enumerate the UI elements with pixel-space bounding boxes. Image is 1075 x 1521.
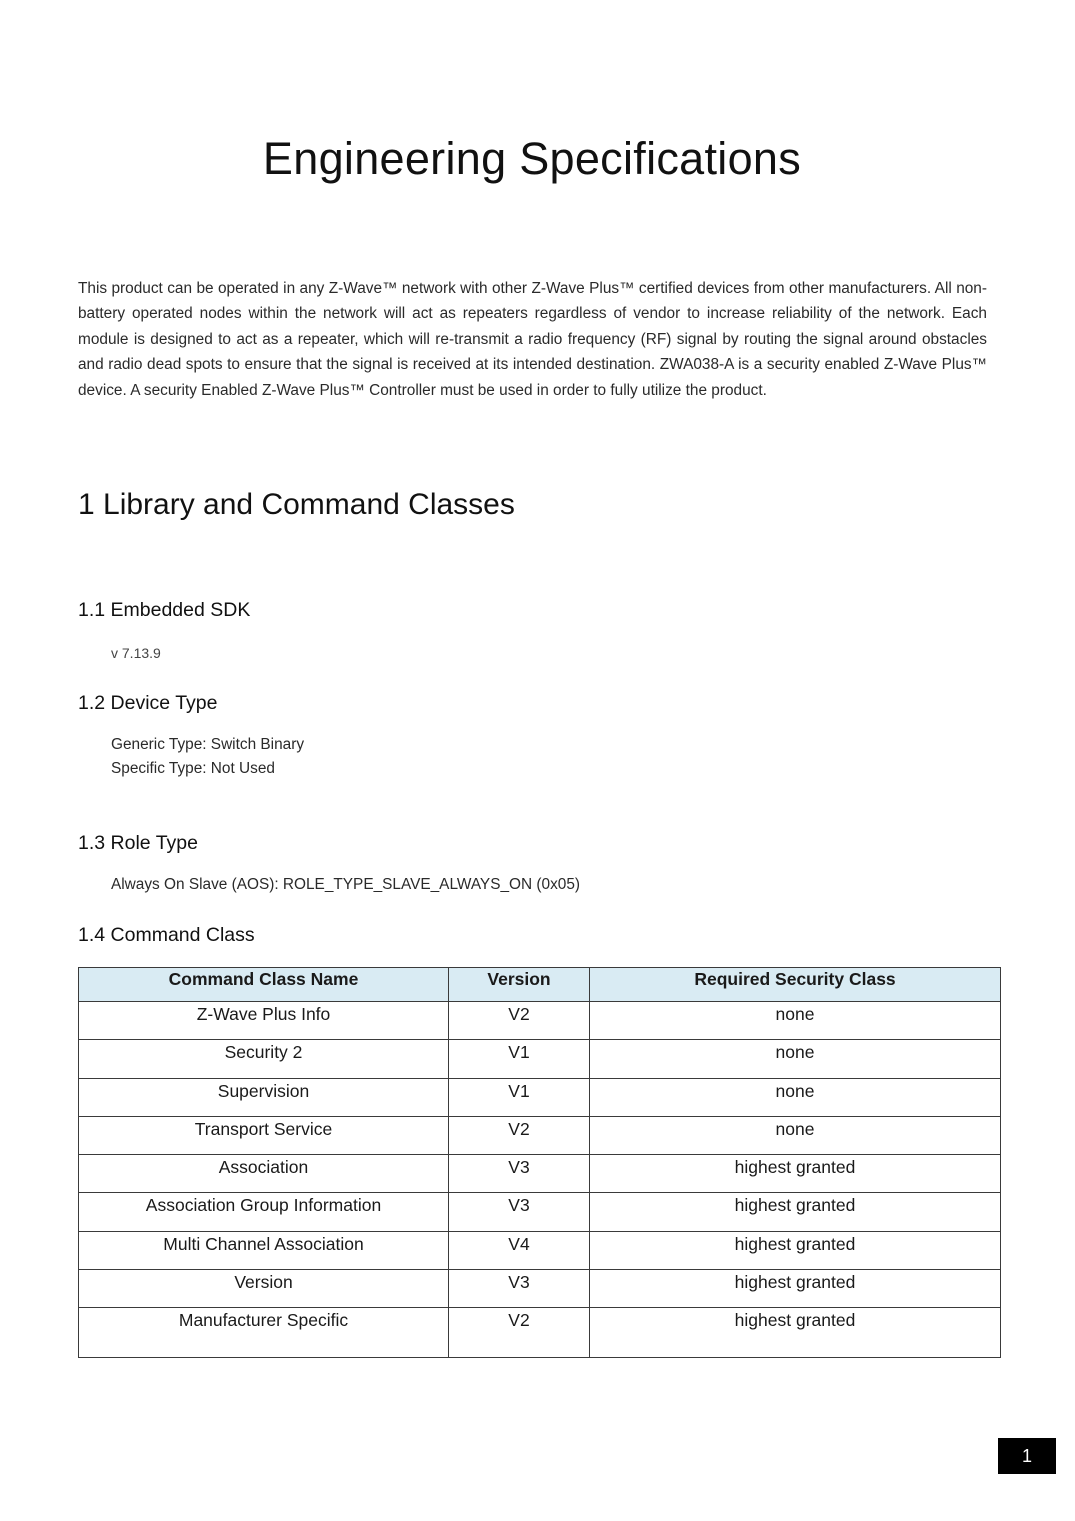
cc-name-cell: Association: [79, 1155, 449, 1193]
cc-security-cell: highest granted: [590, 1308, 1001, 1358]
table-row: [79, 1270, 1001, 1308]
command-class-table: [78, 967, 1001, 1358]
column-header: Version: [449, 968, 590, 1002]
sdk-version: v 7.13.9: [111, 645, 161, 661]
subsection-heading-device-type: 1.2 Device Type: [78, 692, 218, 714]
role-type-value: Always On Slave (AOS): ROLE_TYPE_SLAVE_ALWAYS_ON (0x05): [111, 876, 581, 893]
cc-version-cell: V4: [449, 1232, 590, 1270]
cc-name-cell: Supervision: [79, 1079, 449, 1117]
cc-security-cell: highest granted: [590, 1232, 1001, 1270]
cc-security-cell: none: [590, 1117, 1001, 1155]
cc-version-cell: V1: [449, 1079, 590, 1117]
cc-security-cell: highest granted: [590, 1155, 1001, 1193]
cc-version-cell: V1: [449, 1040, 590, 1079]
cc-security-cell: none: [590, 1040, 1001, 1079]
generic-type: Generic Type: Switch Binary: [111, 736, 305, 753]
subsection-heading-sdk: 1.1 Embedded SDK: [78, 599, 251, 621]
table-header-row: [79, 968, 1001, 1002]
table-row: [79, 1193, 1001, 1232]
table-row: [79, 1308, 1001, 1358]
table-row: [79, 1040, 1001, 1079]
cc-version-cell: V2: [449, 1308, 590, 1358]
cc-version-cell: V3: [449, 1270, 590, 1308]
table-row: [79, 1002, 1001, 1040]
cc-name-cell: Multi Channel Association: [79, 1232, 449, 1270]
cc-name-cell: Z-Wave Plus Info: [79, 1002, 449, 1040]
column-header: Required Security Class: [590, 968, 1001, 1002]
section-heading-library: 1 Library and Command Classes: [78, 488, 515, 521]
subsection-heading-command-class: 1.4 Command Class: [78, 924, 255, 946]
cc-version-cell: V2: [449, 1002, 590, 1040]
cc-security-cell: none: [590, 1002, 1001, 1040]
table-row: [79, 1232, 1001, 1270]
cc-security-cell: none: [590, 1079, 1001, 1117]
table-row: [79, 1155, 1001, 1193]
cc-name-cell: Transport Service: [79, 1117, 449, 1155]
cc-name-cell: Version: [79, 1270, 449, 1308]
cc-security-cell: highest granted: [590, 1270, 1001, 1308]
cc-version-cell: V3: [449, 1193, 590, 1232]
cc-version-cell: V2: [449, 1117, 590, 1155]
cc-name-cell: Manufacturer Specific: [79, 1308, 449, 1358]
table-row: [79, 1079, 1001, 1117]
table-row: [79, 1117, 1001, 1155]
intro-paragraph: This product can be operated in any Z-Wave™ network with other Z-Wave Plus™ certified devices from other manufacturers. All non-battery operated nodes within the network will act as repeaters regardless of vendor to increase reliability of the network. Each module is designed to act as a repeater, which will re-transmit a radio frequency (RF) signal by routing the signal around obstacles and radio dead spots to ensure that the signal is received at its intended destination. ZWA038-A is a security enabled Z-Wave Plus™ device. A security Enabled Z-Wave Plus™ Controller must be used in order to fully utilize the product.: [78, 280, 987, 399]
cc-version-cell: V3: [449, 1155, 590, 1193]
cc-name-cell: Association Group Information: [79, 1193, 449, 1232]
cc-security-cell: highest granted: [590, 1193, 1001, 1232]
page-number: 1: [998, 1438, 1056, 1474]
page-title: Engineering Specifications: [262, 133, 802, 184]
specific-type: Specific Type: Not Used: [111, 760, 275, 777]
column-header: Command Class Name: [79, 968, 449, 1002]
subsection-heading-role-type: 1.3 Role Type: [78, 832, 198, 854]
cc-name-cell: Security 2: [79, 1040, 449, 1079]
